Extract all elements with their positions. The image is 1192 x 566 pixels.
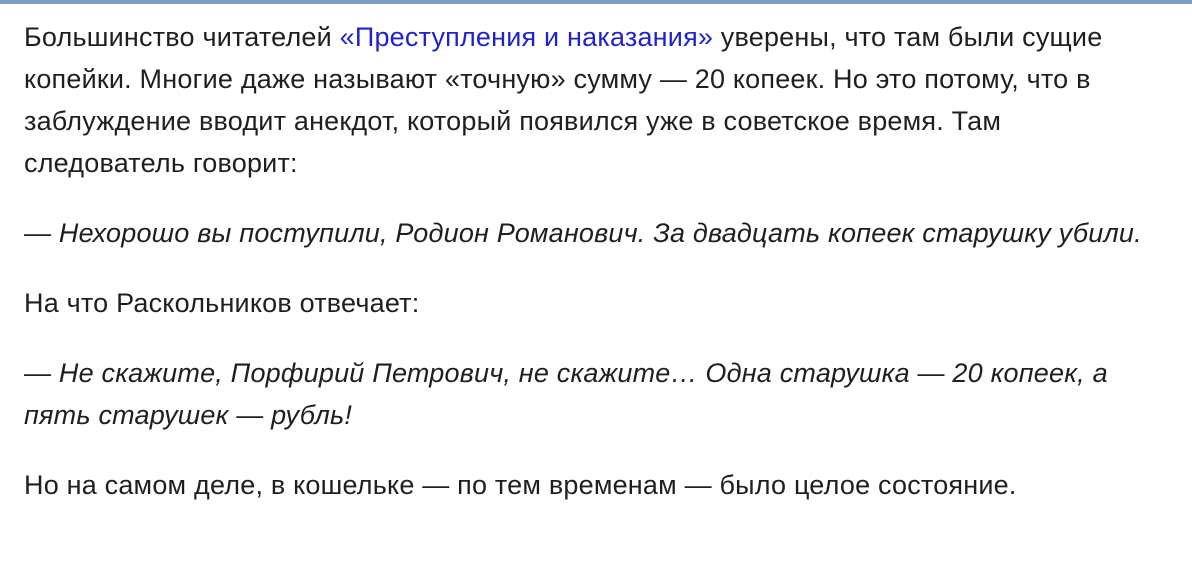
paragraph	[24, 16, 1168, 184]
paragraph-text: Но на самом деле, в кошельке — по тем временам — было целое состояние.	[24, 470, 1017, 500]
paragraph-text: уверены, что там были сущие копейки. Многие даже называют «точную» сумму — 20 копеек. Но это потому, что в заблуждение вводит анекдот, который появился уже в советское время. Там следователь говорит:	[24, 22, 1103, 178]
article-body	[0, 4, 1192, 506]
quote-paragraph	[24, 352, 1168, 436]
paragraph	[24, 464, 1168, 506]
paragraph-text: Большинство читателей	[24, 22, 340, 52]
crime-and-punishment-link[interactable]: «Преступления и наказания»	[339, 22, 714, 52]
paragraph-text: На что Раскольников отвечает:	[24, 288, 420, 318]
paragraph	[24, 282, 1168, 324]
paragraph-text: — Не скажите, Порфирий Петрович, не скажите… Одна старушка — 20 копеек, а пять старушек — рубль!	[24, 358, 1108, 430]
quote-paragraph	[24, 212, 1168, 254]
paragraph-text: — Нехорошо вы поступили, Родион Романович. За двадцать копеек старушку убили.	[24, 218, 1142, 248]
